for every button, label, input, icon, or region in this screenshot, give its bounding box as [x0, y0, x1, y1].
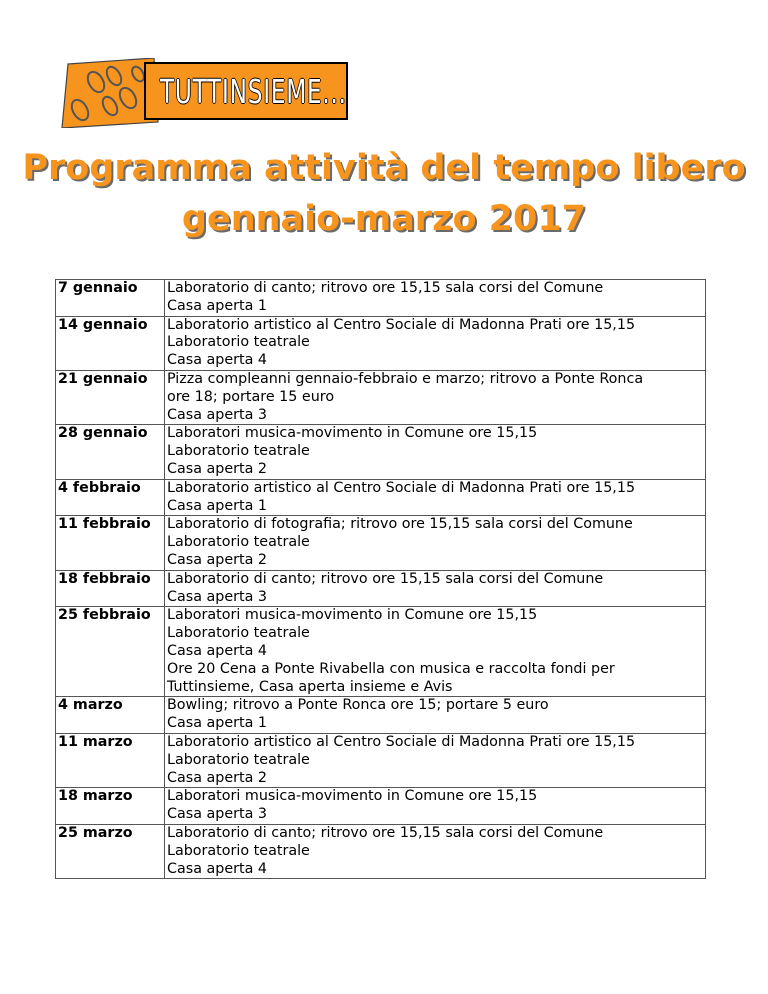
activity-line: Ore 20 Cena a Ponte Rivabella con musica e raccolta fondi per	[167, 660, 615, 677]
table-row	[56, 516, 706, 570]
schedule-date: 4 febbraio	[56, 479, 165, 516]
schedule-date: 11 febbraio	[56, 516, 165, 570]
schedule-date: 25 febbraio	[56, 607, 165, 697]
schedule-body	[56, 280, 706, 879]
page-title-line2: gennaio-marzo 2017	[181, 199, 587, 239]
activity-line: Bowling; ritrovo a Ponte Ronca ore 15; portare 5 euro	[167, 697, 549, 714]
activity-line: Casa aperta 2	[167, 551, 268, 568]
activity-line: Laboratorio artistico al Centro Sociale di Madonna Prati ore 15,15	[167, 316, 636, 333]
activity-line: Laboratorio teatrale	[167, 534, 310, 551]
table-row	[56, 607, 706, 697]
schedule-date: 4 marzo	[56, 697, 165, 734]
table-row	[56, 370, 706, 424]
schedule-activities	[165, 280, 706, 317]
activity-line: Laboratorio di canto; ritrovo ore 15,15 sala corsi del Comune	[167, 570, 604, 587]
schedule-activities	[165, 479, 706, 516]
logo-banner	[144, 62, 348, 120]
schedule-date: 28 gennaio	[56, 425, 165, 479]
activity-line: Laboratori musica-movimento in Comune ore 15,15	[167, 425, 538, 442]
schedule-date: 25 marzo	[56, 824, 165, 878]
activity-line: Pizza compleanni gennaio-febbraio e marzo; ritrovo a Ponte Ronca	[167, 370, 644, 387]
schedule-activities	[165, 516, 706, 570]
schedule-activities	[165, 824, 706, 878]
activity-line: Laboratorio teatrale	[167, 443, 310, 460]
schedule-date: 18 febbraio	[56, 570, 165, 607]
table-row	[56, 280, 706, 317]
logo-text: TUTTINSIEME...	[160, 71, 347, 111]
activity-line: Casa aperta 2	[167, 460, 268, 477]
schedule-activities	[165, 697, 706, 734]
schedule-table	[55, 279, 706, 879]
table-row	[56, 824, 706, 878]
activity-line: Casa aperta 3	[167, 806, 268, 823]
activity-line: Casa aperta 3	[167, 588, 268, 605]
activity-line: Laboratorio di fotografia; ritrovo ore 15,15 sala corsi del Comune	[167, 516, 633, 533]
activity-line: Laboratorio artistico al Centro Sociale di Madonna Prati ore 15,15	[167, 479, 636, 496]
table-row	[56, 479, 706, 516]
activity-line: Laboratorio teatrale	[167, 334, 310, 351]
schedule-date: 14 gennaio	[56, 316, 165, 370]
table-row	[56, 697, 706, 734]
activity-line: Laboratorio teatrale	[167, 751, 310, 768]
schedule-activities	[165, 607, 706, 697]
schedule-activities	[165, 733, 706, 787]
table-row	[56, 570, 706, 607]
activity-line: Casa aperta 4	[167, 860, 268, 877]
activity-line: Laboratorio teatrale	[167, 842, 310, 859]
activity-line: Laboratori musica-movimento in Comune ore 15,15	[167, 788, 538, 805]
activity-line: Casa aperta 2	[167, 769, 268, 786]
activity-line: Casa aperta 1	[167, 715, 268, 732]
table-row	[56, 425, 706, 479]
activity-line: ore 18; portare 15 euro	[167, 388, 335, 405]
schedule-date: 11 marzo	[56, 733, 165, 787]
activity-line: Laboratori musica-movimento in Comune ore 15,15	[167, 607, 538, 624]
table-row	[56, 733, 706, 787]
activity-line: Casa aperta 3	[167, 406, 268, 423]
schedule-activities	[165, 425, 706, 479]
activity-line: Casa aperta 4	[167, 352, 268, 369]
schedule-date: 18 marzo	[56, 788, 165, 825]
table-row	[56, 788, 706, 825]
activity-line: Casa aperta 1	[167, 497, 268, 514]
schedule-date: 21 gennaio	[56, 370, 165, 424]
activity-line: Laboratorio artistico al Centro Sociale di Madonna Prati ore 15,15	[167, 733, 636, 750]
activity-line: Laboratorio teatrale	[167, 625, 310, 642]
activity-line: Casa aperta 1	[167, 297, 268, 314]
schedule-activities	[165, 788, 706, 825]
activity-line: Tuttinsieme, Casa aperta insieme e Avis	[167, 678, 453, 695]
table-row	[56, 316, 706, 370]
activity-line: Laboratorio di canto; ritrovo ore 15,15 sala corsi del Comune	[167, 280, 604, 296]
activity-line: Laboratorio di canto; ritrovo ore 15,15 sala corsi del Comune	[167, 824, 604, 841]
schedule-activities	[165, 316, 706, 370]
schedule-activities	[165, 570, 706, 607]
schedule-date: 7 gennaio	[56, 280, 165, 317]
logo	[58, 50, 350, 128]
page-title-line1: Programma attività del tempo libero	[22, 148, 746, 188]
schedule-activities	[165, 370, 706, 424]
activity-line: Casa aperta 4	[167, 642, 268, 659]
